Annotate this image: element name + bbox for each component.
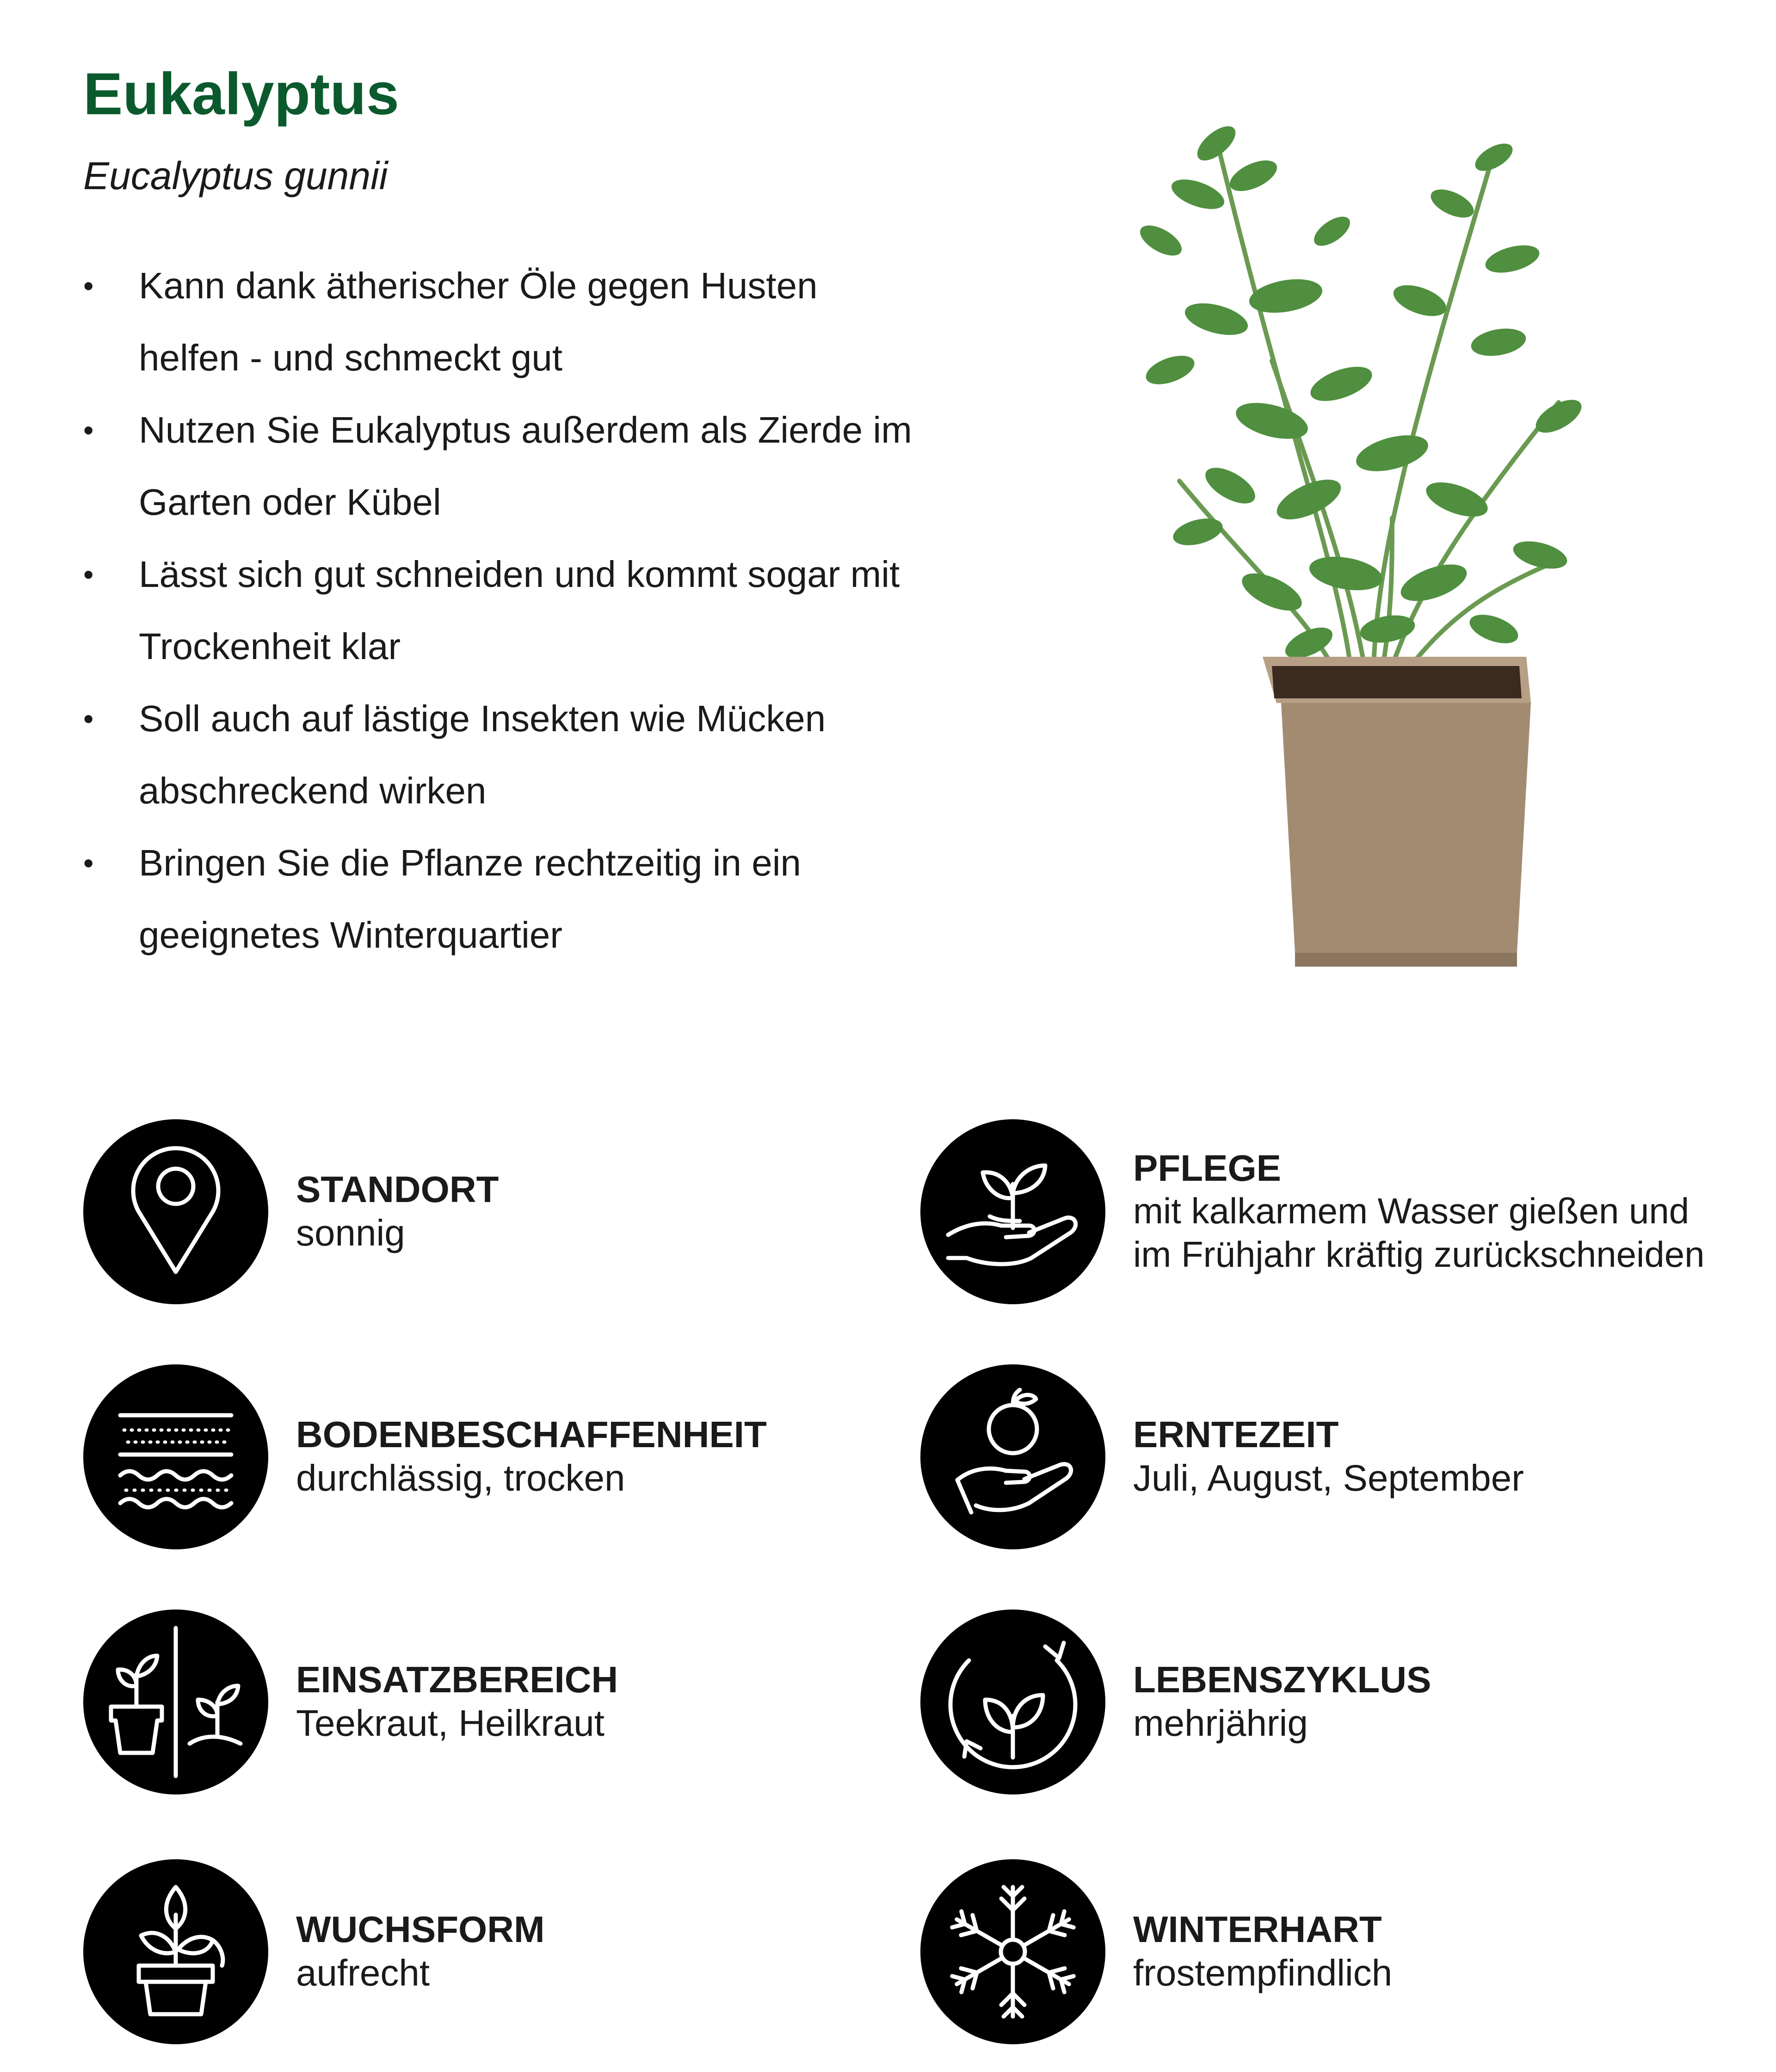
benefit-list [83, 250, 925, 971]
product-image [1133, 102, 1623, 971]
feature-lebenszyklus [920, 1610, 1762, 1794]
location-pin-icon [83, 1119, 268, 1304]
bullet-icon: • [83, 413, 94, 447]
feature-label: BODENBESCHAFFENHEIT [296, 1414, 767, 1455]
soil-layers-icon [83, 1364, 268, 1549]
feature-erntezeit [920, 1364, 1762, 1549]
plant-cycle-icon [920, 1610, 1105, 1794]
list-item [83, 394, 925, 538]
pot-and-sprout-icon [83, 1610, 268, 1794]
list-item [83, 538, 925, 683]
feature-value: Teekraut, Heilkraut [296, 1702, 604, 1744]
list-item [83, 827, 925, 971]
bullet-text: Kann dank ätherischer Öle gegen Husten helfen - und schmeckt gut [139, 265, 818, 378]
list-item [83, 250, 925, 394]
latin-name: Eucalyptus gunnii [83, 154, 388, 197]
hand-with-seedling-icon [920, 1119, 1105, 1304]
hand-with-fruit-icon [920, 1364, 1105, 1549]
potted-plant-icon [83, 1859, 268, 2044]
feature-value: sonnig [296, 1212, 405, 1253]
bullet-text: Lässt sich gut schneiden und kommt sogar mit Trockenheit klar [139, 554, 900, 667]
feature-winterhart [920, 1859, 1762, 2044]
bullet-icon: • [83, 702, 94, 735]
feature-bodenbeschaffenheit [83, 1364, 870, 1549]
feature-wuchsform [83, 1859, 870, 2044]
plant-pot [1263, 657, 1531, 967]
feature-value: mehrjährig [1133, 1702, 1308, 1744]
bullet-icon: • [83, 846, 94, 880]
feature-einsatzbereich [83, 1610, 870, 1794]
feature-pflege [920, 1119, 1762, 1304]
list-item [83, 683, 925, 827]
product-title: Eukalyptus [83, 61, 399, 127]
feature-value: aufrecht [296, 1952, 430, 1993]
feature-label: STANDORT [296, 1169, 499, 1210]
feature-value: frostempfindlich [1133, 1952, 1393, 1993]
bullet-text: Bringen Sie die Pflanze rechtzeitig in ein geeignetes Winterquartier [139, 842, 801, 956]
feature-standort [83, 1119, 870, 1304]
bullet-icon: • [83, 269, 94, 302]
feature-value: mit kalkarmem Wasser gießen und im Frühjahr kräftig zurückschneiden [1133, 1190, 1705, 1275]
feature-value: Juli, August, September [1133, 1457, 1524, 1498]
feature-label: LEBENSZYKLUS [1133, 1659, 1431, 1700]
feature-value: durchlässig, trocken [296, 1457, 625, 1498]
feature-label: EINSATZBEREICH [296, 1659, 618, 1700]
plant-leaves [1135, 120, 1587, 664]
bullet-text: Soll auch auf lästige Insekten wie Mücken abschreckend wirken [139, 698, 826, 811]
bullet-icon: • [83, 558, 94, 591]
bullet-text: Nutzen Sie Eukalyptus außerdem als Zierde im Garten oder Kübel [139, 409, 912, 523]
feature-label: WUCHSFORM [296, 1909, 545, 1950]
feature-label: PFLEGE [1133, 1147, 1282, 1189]
feature-label: WINTERHART [1133, 1909, 1382, 1950]
feature-label: ERNTEZEIT [1133, 1414, 1339, 1455]
snowflake-icon [920, 1859, 1105, 2044]
